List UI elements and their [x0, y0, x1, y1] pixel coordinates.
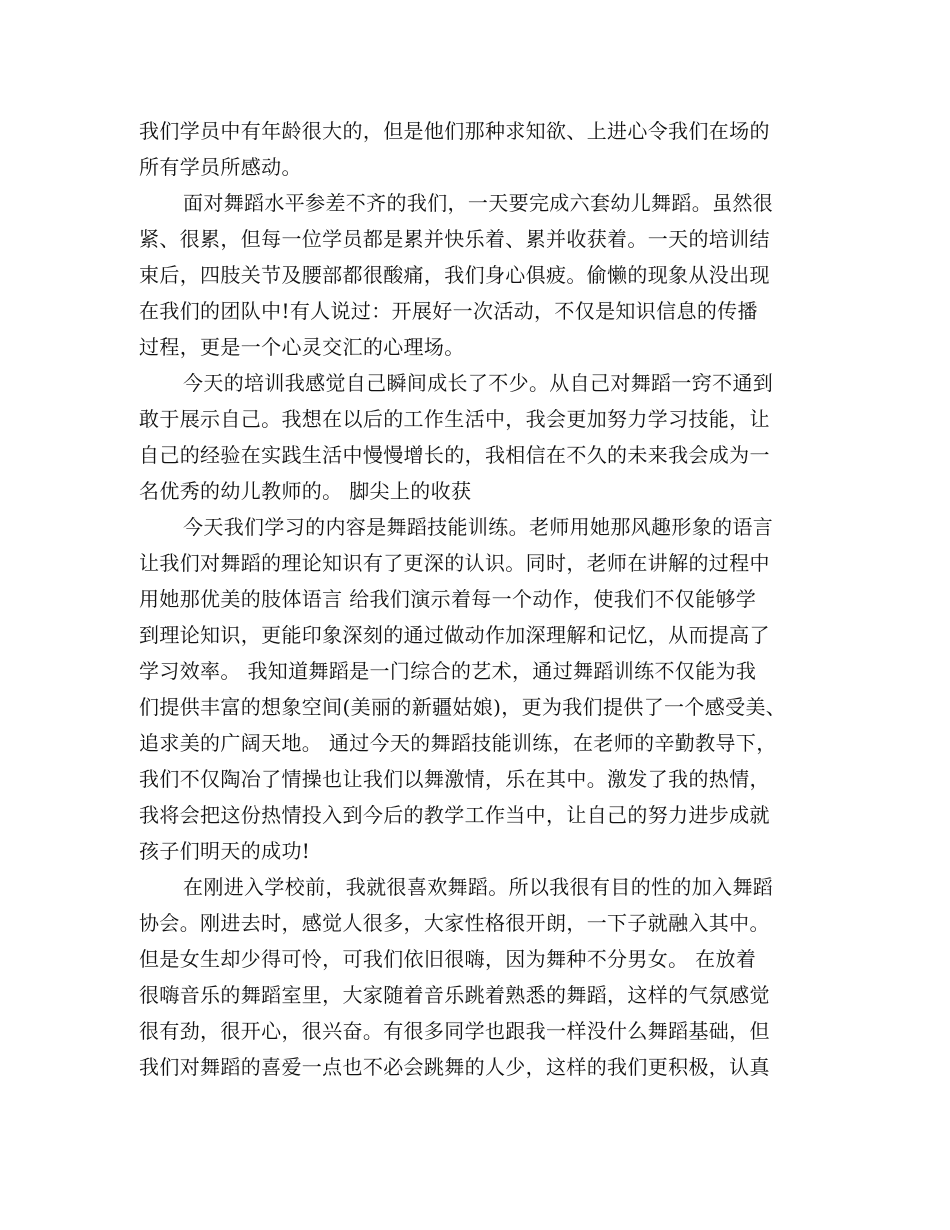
text-line: 很嗨音乐的舞蹈室里，大家随着音乐跳着熟悉的舞蹈，这样的气氛感觉	[139, 983, 770, 1007]
text-line: 束后，四肢关节及腰部都很酸痛，我们身心俱疲。偷懒的现象从没出现	[139, 263, 770, 287]
text-line: 我们不仅陶冶了情操也让我们以舞激情，乐在其中。激发了我的热情，	[139, 767, 770, 791]
text-line: 我们对舞蹈的喜爱一点也不必会跳舞的人少，这样的我们更积极，认真	[139, 1055, 770, 1079]
text-line: 孩子们明天的成功!	[139, 839, 311, 863]
text-line: 在我们的团队中!有人说过：开展好一次活动，不仅是知识信息的传播	[139, 299, 758, 323]
text-line: 过程，更是一个心灵交汇的心理场。	[139, 335, 465, 359]
text-line: 追求美的广阔天地。 通过今天的舞蹈技能训练，在老师的辛勤教导下，	[139, 731, 777, 755]
text-line: 今天的培训我感觉自己瞬间成长了不少。从自己对舞蹈一窍不通到	[183, 371, 774, 395]
text-line: 到理论知识，更能印象深刻的通过做动作加深理解和记忆，从而提高了	[139, 623, 770, 647]
text-line: 让我们对舞蹈的理论知识有了更深的认识。同时，老师在讲解的过程中	[139, 551, 770, 575]
text-line: 们提供丰富的想象空间(美丽的新疆姑娘)，更为我们提供了一个感受美、	[139, 695, 787, 719]
text-line: 今天我们学习的内容是舞蹈技能训练。老师用她那风趣形象的语言	[183, 515, 774, 539]
text-line: 在刚进入学校前，我就很喜欢舞蹈。所以我很有目的性的加入舞蹈	[183, 875, 774, 899]
text-line: 协会。刚进去时，感觉人很多，大家性格很开朗，一下子就融入其中。	[139, 911, 770, 935]
text-line: 面对舞蹈水平参差不齐的我们，一天要完成六套幼儿舞蹈。虽然很	[183, 191, 774, 215]
text-line: 我将会把这份热情投入到今后的教学工作当中，让自己的努力进步成就	[139, 803, 770, 827]
text-line: 但是女生却少得可怜，可我们依旧很嗨，因为舞种不分男女。 在放着	[139, 947, 757, 971]
document-body	[139, 113, 819, 1085]
text-line: 很有劲，很开心，很兴奋。有很多同学也跟我一样没什么舞蹈基础，但	[139, 1019, 770, 1043]
text-line: 自己的经验在实践生活中慢慢增长的，我相信在不久的未来我会成为一	[139, 443, 770, 467]
text-line: 学习效率。 我知道舞蹈是一门综合的艺术，通过舞蹈训练不仅能为我	[139, 659, 757, 683]
text-line: 用她那优美的肢体语言 给我们演示着每一个动作，使我们不仅能够学	[139, 587, 757, 611]
text-line: 所有学员所感动。	[139, 155, 302, 179]
text-line: 敢于展示自己。我想在以后的工作生活中，我会更加努力学习技能，让	[139, 407, 770, 431]
text-line: 我们学员中有年龄很大的，但是他们那种求知欲、上进心令我们在场的	[139, 119, 770, 143]
text-line: 名优秀的幼儿教师的。 脚尖上的收获	[139, 479, 472, 503]
text-line: 紧、很累，但每一位学员都是累并快乐着、累并收获着。一天的培训结	[139, 227, 770, 251]
